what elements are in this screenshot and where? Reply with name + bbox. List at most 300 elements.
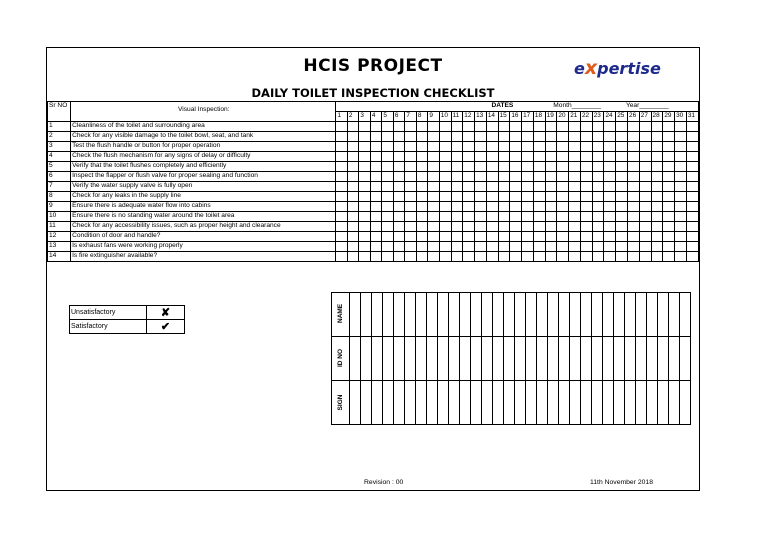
check-cell[interactable] [592,232,604,242]
check-cell[interactable] [486,252,498,262]
check-cell[interactable] [616,222,628,232]
check-cell[interactable] [451,122,463,132]
sign-entry-cell[interactable] [559,293,570,337]
check-cell[interactable] [522,232,534,242]
check-cell[interactable] [486,232,498,242]
check-cell[interactable] [336,182,347,192]
check-cell[interactable] [428,192,439,202]
check-cell[interactable] [510,132,522,142]
check-cell[interactable] [569,152,581,162]
check-cell[interactable] [347,152,358,162]
check-cell[interactable] [616,142,628,152]
sign-entry-cell[interactable] [636,293,647,337]
check-cell[interactable] [557,222,569,232]
check-cell[interactable] [580,152,592,162]
sign-entry-cell[interactable] [570,337,581,381]
check-cell[interactable] [522,242,534,252]
sign-entry-cell[interactable] [482,381,493,425]
check-cell[interactable] [486,172,498,182]
check-cell[interactable] [639,192,651,202]
check-cell[interactable] [663,252,675,262]
check-cell[interactable] [336,152,347,162]
check-cell[interactable] [439,182,451,192]
check-cell[interactable] [675,252,687,262]
check-cell[interactable] [475,202,487,212]
check-cell[interactable] [651,242,663,252]
check-cell[interactable] [580,132,592,142]
sign-entry-cell[interactable] [438,381,449,425]
check-cell[interactable] [569,222,581,232]
check-cell[interactable] [628,162,640,172]
sign-entry-cell[interactable] [394,337,405,381]
sign-entry-cell[interactable] [570,381,581,425]
check-cell[interactable] [569,242,581,252]
check-cell[interactable] [393,172,404,182]
check-cell[interactable] [557,182,569,192]
sign-entry-cell[interactable] [427,381,438,425]
sign-entry-cell[interactable] [416,381,427,425]
check-cell[interactable] [463,162,475,172]
check-cell[interactable] [545,242,557,252]
check-cell[interactable] [439,212,451,222]
check-cell[interactable] [463,172,475,182]
check-cell[interactable] [428,142,439,152]
sign-entry-cell[interactable] [592,381,603,425]
check-cell[interactable] [359,202,370,212]
check-cell[interactable] [393,132,404,142]
check-cell[interactable] [498,212,510,222]
check-cell[interactable] [486,162,498,172]
check-cell[interactable] [498,192,510,202]
check-cell[interactable] [592,212,604,222]
check-cell[interactable] [463,252,475,262]
check-cell[interactable] [592,192,604,202]
check-cell[interactable] [393,192,404,202]
check-cell[interactable] [663,192,675,202]
check-cell[interactable] [451,232,463,242]
sign-entry-cell[interactable] [581,337,592,381]
check-cell[interactable] [336,142,347,152]
check-cell[interactable] [382,202,393,212]
check-cell[interactable] [475,242,487,252]
check-cell[interactable] [336,252,347,262]
check-cell[interactable] [522,202,534,212]
check-cell[interactable] [663,132,675,142]
check-cell[interactable] [486,242,498,252]
check-cell[interactable] [428,172,439,182]
sign-entry-cell[interactable] [592,293,603,337]
sign-entry-cell[interactable] [581,381,592,425]
check-cell[interactable] [522,132,534,142]
check-cell[interactable] [359,232,370,242]
sign-entry-cell[interactable] [394,293,405,337]
check-cell[interactable] [557,252,569,262]
check-cell[interactable] [463,202,475,212]
check-cell[interactable] [416,232,427,242]
check-cell[interactable] [405,182,416,192]
check-cell[interactable] [498,252,510,262]
check-cell[interactable] [439,152,451,162]
check-cell[interactable] [604,142,616,152]
sign-entry-cell[interactable] [680,293,691,337]
check-cell[interactable] [393,142,404,152]
sign-entry-cell[interactable] [603,337,614,381]
check-cell[interactable] [370,182,381,192]
check-cell[interactable] [498,242,510,252]
check-cell[interactable] [533,212,545,222]
sign-entry-cell[interactable] [515,293,526,337]
check-cell[interactable] [616,122,628,132]
check-cell[interactable] [347,142,358,152]
check-cell[interactable] [569,142,581,152]
check-cell[interactable] [510,232,522,242]
check-cell[interactable] [675,182,687,192]
check-cell[interactable] [498,232,510,242]
check-cell[interactable] [347,182,358,192]
check-cell[interactable] [347,222,358,232]
check-cell[interactable] [663,172,675,182]
sign-entry-cell[interactable] [383,381,394,425]
check-cell[interactable] [416,142,427,152]
sign-entry-cell[interactable] [438,337,449,381]
check-cell[interactable] [628,202,640,212]
check-cell[interactable] [370,192,381,202]
check-cell[interactable] [405,172,416,182]
check-cell[interactable] [628,212,640,222]
check-cell[interactable] [336,212,347,222]
sign-entry-cell[interactable] [449,381,460,425]
check-cell[interactable] [382,152,393,162]
check-cell[interactable] [359,172,370,182]
check-cell[interactable] [416,152,427,162]
check-cell[interactable] [451,212,463,222]
sign-entry-cell[interactable] [526,337,537,381]
sign-entry-cell[interactable] [383,337,394,381]
check-cell[interactable] [416,182,427,192]
check-cell[interactable] [428,122,439,132]
check-cell[interactable] [545,252,557,262]
check-cell[interactable] [336,242,347,252]
check-cell[interactable] [663,152,675,162]
sign-entry-cell[interactable] [548,381,559,425]
check-cell[interactable] [628,232,640,242]
check-cell[interactable] [510,192,522,202]
check-cell[interactable] [557,132,569,142]
check-cell[interactable] [651,252,663,262]
check-cell[interactable] [475,182,487,192]
sign-entry-cell[interactable] [361,293,372,337]
sign-entry-cell[interactable] [548,293,559,337]
check-cell[interactable] [592,122,604,132]
check-cell[interactable] [428,222,439,232]
check-cell[interactable] [451,162,463,172]
check-cell[interactable] [686,132,698,142]
check-cell[interactable] [336,192,347,202]
check-cell[interactable] [370,172,381,182]
sign-entry-cell[interactable] [669,381,680,425]
check-cell[interactable] [498,202,510,212]
check-cell[interactable] [498,132,510,142]
check-cell[interactable] [592,142,604,152]
check-cell[interactable] [569,132,581,142]
check-cell[interactable] [347,132,358,142]
check-cell[interactable] [639,162,651,172]
sign-entry-cell[interactable] [526,381,537,425]
check-cell[interactable] [616,132,628,142]
sign-entry-cell[interactable] [515,381,526,425]
check-cell[interactable] [663,162,675,172]
check-cell[interactable] [439,132,451,142]
sign-entry-cell[interactable] [482,293,493,337]
sign-entry-cell[interactable] [438,293,449,337]
sign-entry-cell[interactable] [581,293,592,337]
check-cell[interactable] [359,222,370,232]
check-cell[interactable] [475,122,487,132]
sign-entry-cell[interactable] [504,293,515,337]
check-cell[interactable] [663,222,675,232]
check-cell[interactable] [510,182,522,192]
check-cell[interactable] [439,202,451,212]
check-cell[interactable] [370,222,381,232]
check-cell[interactable] [393,122,404,132]
check-cell[interactable] [405,212,416,222]
check-cell[interactable] [336,202,347,212]
check-cell[interactable] [592,252,604,262]
check-cell[interactable] [498,152,510,162]
sign-entry-cell[interactable] [460,337,471,381]
check-cell[interactable] [428,232,439,242]
check-cell[interactable] [475,252,487,262]
check-cell[interactable] [592,152,604,162]
check-cell[interactable] [416,122,427,132]
check-cell[interactable] [382,182,393,192]
check-cell[interactable] [604,122,616,132]
check-cell[interactable] [522,162,534,172]
check-cell[interactable] [498,222,510,232]
check-cell[interactable] [359,252,370,262]
sign-entry-cell[interactable] [647,381,658,425]
check-cell[interactable] [486,182,498,192]
check-cell[interactable] [675,142,687,152]
check-cell[interactable] [580,142,592,152]
check-cell[interactable] [439,222,451,232]
check-cell[interactable] [382,142,393,152]
check-cell[interactable] [533,232,545,242]
sign-entry-cell[interactable] [658,293,669,337]
sign-entry-cell[interactable] [636,381,647,425]
check-cell[interactable] [347,122,358,132]
check-cell[interactable] [439,232,451,242]
check-cell[interactable] [616,212,628,222]
check-cell[interactable] [428,152,439,162]
check-cell[interactable] [416,242,427,252]
check-cell[interactable] [336,172,347,182]
check-cell[interactable] [393,252,404,262]
check-cell[interactable] [405,222,416,232]
check-cell[interactable] [675,122,687,132]
check-cell[interactable] [580,252,592,262]
check-cell[interactable] [475,212,487,222]
check-cell[interactable] [533,252,545,262]
check-cell[interactable] [580,242,592,252]
check-cell[interactable] [639,142,651,152]
sign-entry-cell[interactable] [515,337,526,381]
check-cell[interactable] [533,172,545,182]
check-cell[interactable] [439,162,451,172]
check-cell[interactable] [347,252,358,262]
sign-entry-cell[interactable] [669,293,680,337]
sign-entry-cell[interactable] [493,337,504,381]
check-cell[interactable] [475,192,487,202]
sign-entry-cell[interactable] [460,381,471,425]
check-cell[interactable] [498,182,510,192]
check-cell[interactable] [475,232,487,242]
check-cell[interactable] [663,212,675,222]
check-cell[interactable] [592,162,604,172]
check-cell[interactable] [347,202,358,212]
sign-entry-cell[interactable] [449,337,460,381]
sign-entry-cell[interactable] [350,381,361,425]
check-cell[interactable] [405,232,416,242]
check-cell[interactable] [686,222,698,232]
check-cell[interactable] [451,132,463,142]
check-cell[interactable] [416,222,427,232]
check-cell[interactable] [686,152,698,162]
check-cell[interactable] [604,212,616,222]
check-cell[interactable] [405,152,416,162]
check-cell[interactable] [510,242,522,252]
check-cell[interactable] [416,192,427,202]
check-cell[interactable] [393,242,404,252]
check-cell[interactable] [359,122,370,132]
sign-entry-cell[interactable] [394,381,405,425]
sign-entry-cell[interactable] [537,293,548,337]
check-cell[interactable] [405,202,416,212]
check-cell[interactable] [545,192,557,202]
check-cell[interactable] [439,122,451,132]
check-cell[interactable] [428,202,439,212]
check-cell[interactable] [580,212,592,222]
check-cell[interactable] [393,202,404,212]
check-cell[interactable] [639,252,651,262]
sign-entry-cell[interactable] [548,337,559,381]
sign-entry-cell[interactable] [658,337,669,381]
check-cell[interactable] [463,132,475,142]
sign-entry-cell[interactable] [526,293,537,337]
check-cell[interactable] [347,162,358,172]
check-cell[interactable] [545,152,557,162]
check-cell[interactable] [628,182,640,192]
check-cell[interactable] [686,142,698,152]
check-cell[interactable] [451,142,463,152]
check-cell[interactable] [405,162,416,172]
check-cell[interactable] [405,142,416,152]
check-cell[interactable] [370,252,381,262]
check-cell[interactable] [639,172,651,182]
check-cell[interactable] [557,152,569,162]
check-cell[interactable] [580,122,592,132]
check-cell[interactable] [463,182,475,192]
sign-entry-cell[interactable] [372,381,383,425]
check-cell[interactable] [628,142,640,152]
check-cell[interactable] [416,172,427,182]
check-cell[interactable] [486,212,498,222]
sign-entry-cell[interactable] [603,293,614,337]
check-cell[interactable] [522,122,534,132]
check-cell[interactable] [522,212,534,222]
sign-entry-cell[interactable] [614,293,625,337]
check-cell[interactable] [370,132,381,142]
check-cell[interactable] [498,172,510,182]
check-cell[interactable] [428,252,439,262]
sign-entry-cell[interactable] [559,337,570,381]
check-cell[interactable] [686,122,698,132]
check-cell[interactable] [686,162,698,172]
check-cell[interactable] [510,122,522,132]
check-cell[interactable] [336,162,347,172]
check-cell[interactable] [533,162,545,172]
check-cell[interactable] [463,242,475,252]
check-cell[interactable] [382,252,393,262]
check-cell[interactable] [639,242,651,252]
sign-entry-cell[interactable] [559,381,570,425]
check-cell[interactable] [651,232,663,242]
check-cell[interactable] [639,152,651,162]
check-cell[interactable] [428,132,439,142]
check-cell[interactable] [569,232,581,242]
check-cell[interactable] [604,252,616,262]
check-cell[interactable] [510,142,522,152]
check-cell[interactable] [405,132,416,142]
check-cell[interactable] [451,242,463,252]
check-cell[interactable] [522,142,534,152]
check-cell[interactable] [651,132,663,142]
check-cell[interactable] [675,202,687,212]
sign-entry-cell[interactable] [537,337,548,381]
check-cell[interactable] [616,252,628,262]
check-cell[interactable] [522,192,534,202]
check-cell[interactable] [545,202,557,212]
check-cell[interactable] [382,232,393,242]
sign-entry-cell[interactable] [416,337,427,381]
check-cell[interactable] [557,192,569,202]
check-cell[interactable] [651,182,663,192]
check-cell[interactable] [347,172,358,182]
check-cell[interactable] [592,222,604,232]
sign-entry-cell[interactable] [350,337,361,381]
check-cell[interactable] [522,222,534,232]
check-cell[interactable] [545,122,557,132]
check-cell[interactable] [463,232,475,242]
check-cell[interactable] [359,152,370,162]
check-cell[interactable] [336,232,347,242]
check-cell[interactable] [510,252,522,262]
check-cell[interactable] [510,202,522,212]
check-cell[interactable] [428,212,439,222]
check-cell[interactable] [569,212,581,222]
check-cell[interactable] [370,242,381,252]
check-cell[interactable] [580,202,592,212]
check-cell[interactable] [604,162,616,172]
check-cell[interactable] [336,122,347,132]
check-cell[interactable] [675,242,687,252]
check-cell[interactable] [336,222,347,232]
check-cell[interactable] [639,232,651,242]
sign-entry-cell[interactable] [405,337,416,381]
check-cell[interactable] [370,152,381,162]
check-cell[interactable] [557,242,569,252]
check-cell[interactable] [545,212,557,222]
